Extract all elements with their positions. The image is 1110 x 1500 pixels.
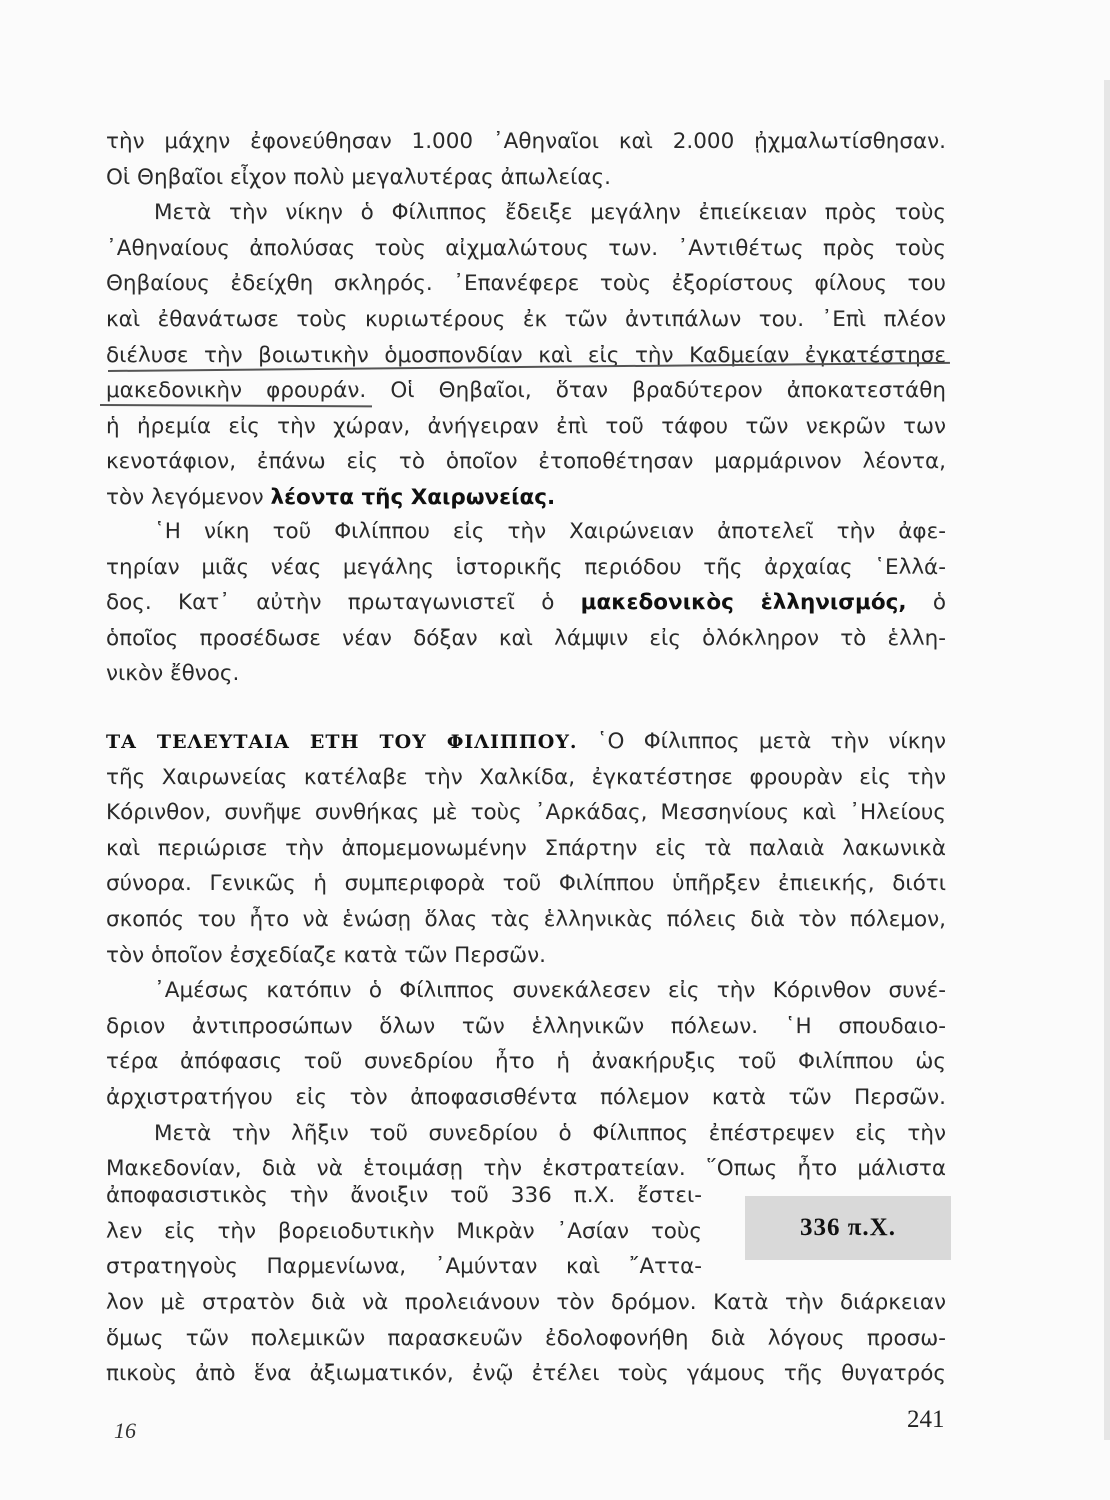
text-line: τὸν ὁποῖον ἐσχεδίαζε κατὰ τῶν Περσῶν. (106, 942, 547, 968)
text-line: Οἱ Θηβαῖοι εἶχον πολὺ μεγαλυτέρας ἀπωλείας. (106, 164, 611, 190)
text-line: ἡ ἠρεμία εἰς τὴν χώραν, ἀνήγειραν ἐπὶ τοῦ τάφου τῶν νεκρῶν των (106, 413, 946, 439)
text-fragment: ῾Ο Φίλιππος μετὰ τὴν νίκην (596, 729, 946, 754)
text-line: λον μὲ στρατὸν διὰ νὰ προλειάνουν τὸν δρόμον. Κατὰ τὴν διάρκειαν (106, 1290, 946, 1315)
text-line: ὁποῖος προσέδωσε νέαν δόξαν καὶ λάμψιν εἰς ὁλόκληρον τὸ ἑλλη- (106, 625, 946, 651)
section-heading-line (106, 724, 946, 760)
paragraph-battle-aftermath (106, 124, 946, 516)
text-line: μακεδονικὴν φρουράν. Οἱ Θηβαῖοι, ὅταν βραδύτερον ἀποκατεστάθη (106, 378, 946, 404)
text-line: λεν εἰς τὴν βορειοδυτικὴν Μικρὰν ᾿Ασίαν τοὺς (106, 1218, 702, 1244)
text-line: διέλυσε τὴν βοιωτικὴν ὁμοσπονδίαν καὶ εἰς τὴν Καδμείαν ἐγκατέστησε (106, 342, 946, 368)
text-line: Μετὰ τὴν λῆξιν τοῦ συνεδρίου ὁ Φίλιππος ἐπέστρεψεν εἰς τὴν (154, 1120, 946, 1146)
text-line: Μακεδονίαν, διὰ νὰ ἑτοιμάσῃ τὴν ἐκστρατείαν. ῞Οπως ἦτο μάλιστα (106, 1156, 946, 1182)
text-line: πικοὺς ἀπὸ ἕνα ἀξιωματικόν, ἐνῷ ἐτέλει τοὺς γάμους τῆς θυγατρός (106, 1361, 946, 1387)
paragraph-assassination (106, 1285, 946, 1392)
text-line: ᾿Αμέσως κατόπιν ὁ Φίλιππος συνεκάλεσεν εἰς τὴν Κόρινθον συνέ- (154, 978, 946, 1004)
text-fragment: ὁ (932, 590, 946, 616)
text-line (106, 480, 946, 516)
text-line: σύνορα. Γενικῶς ἡ συμπεριφορὰ τοῦ Φιλίππου ὑπῆρξεν ἐπιεικής, διότι (106, 871, 946, 897)
text-line: δριον ἀντιπροσώπων ὅλων τῶν ἑλληνικῶν πόλεων. ῾Η σπουδαιο- (106, 1013, 946, 1039)
text-line: στρατηγοὺς Παρμενίωνα, ᾿Αμύνταν καὶ ῎Αττα- (106, 1254, 702, 1280)
section-last-years-of-philip (106, 724, 946, 1187)
text-line: τῆς Χαιρωνείας κατέλαβε τὴν Χαλκίδα, ἐγκατέστησε φρουρὰν εἰς τὴν (106, 764, 946, 790)
section-heading: ΤΑ ΤΕΛΕΥΤΑΙΑ ΕΤΗ ΤΟΥ ΦΙΛΙΠΠΟΥ. (106, 731, 578, 753)
text-line: σκοπός του ἦτο νὰ ἑνώσῃ ὅλας τὰς ἑλληνικὰς πόλεις διὰ τὸν πόλεμον, (106, 906, 946, 932)
text-line: Κόρινθον, συνῆψε συνθήκας μὲ τοὺς ᾿Αρκάδας, Μεσσηνίους καὶ ᾿Ηλείους (106, 800, 946, 826)
macedonian-hellenism-phrase: μακεδονικὸς ἑλληνισμός, (580, 590, 907, 616)
text-line: ῾Η νίκη τοῦ Φιλίππου εἰς τὴν Χαιρώνειαν ἀποτελεῖ τὴν ἀφε- (154, 519, 946, 544)
text-line: καὶ περιώρισε τὴν ἀπομεμονωμένην Σπάρτην εἰς τὰ παλαιὰ λακωνικὰ (106, 835, 946, 861)
text-line: ὅμως τῶν πολεμικῶν παρασκευῶν ἐδολοφονήθη διὰ λόγους προσω- (106, 1325, 946, 1351)
text-line: καὶ ἐθανάτωσε τοὺς κυριωτέρους ἐκ τῶν ἀντιπάλων του. ᾿Επὶ πλέον (106, 306, 946, 332)
text-line: ᾿Αθηναίους ἀπολύσας τοὺς αἰχμαλώτους των. ᾿Αντιθέτως πρὸς τοὺς (106, 235, 946, 261)
text-line: Μετὰ τὴν νίκην ὁ Φίλιππος ἔδειξε μεγάλην ἐπιείκειαν πρὸς τοὺς (154, 200, 946, 226)
page-edge-shadow (1104, 80, 1110, 1440)
text-line: Θηβαίους ἐδείχθη σκληρός. ᾿Επανέφερε τοὺς ἐξορίστους φίλους του (106, 271, 946, 297)
text-line: τέρα ἀπόφασις τοῦ συνεδρίου ἦτο ἡ ἀνακήρυξις τοῦ Φιλίππου ὡς (106, 1049, 946, 1075)
text-line (106, 585, 946, 621)
paragraph-beside-margin-note (106, 1178, 702, 1285)
text-line: ἀποφασιστικὸς τὴν ἄνοιξιν τοῦ 336 π.Χ. ἔστει- (106, 1183, 702, 1208)
signature-mark: 16 (114, 1418, 136, 1443)
paragraph-victory-significance (106, 514, 946, 692)
text-fragment: τὸν λεγόμενον (106, 484, 264, 510)
text-line: νικὸν ἔθνος. (106, 661, 240, 687)
lion-of-chaeronea-phrase: λέοντα τῆς Χαιρωνείας. (270, 484, 556, 510)
text-line: τηρίαν μιᾶς νέας μεγάλης ἱστορικῆς περιόδου τῆς ἀρχαίας ῾Ελλά- (106, 554, 946, 580)
page-number: 241 (907, 1406, 945, 1433)
text-line: κενοτάφιον, ἐπάνω εἰς τὸ ὁποῖον ἐτοποθέτησαν μαρμάρινον λέοντα, (106, 449, 946, 475)
text-line: ἀρχιστρατήγου εἰς τὸν ἀποφασισθέντα πόλεμον κατὰ τῶν Περσῶν. (106, 1084, 946, 1110)
text-line: τὴν μάχην ἐφονεύθησαν 1.000 ᾿Αθηναῖοι καὶ 2.000 ᾐχμαλωτίσθησαν. (106, 129, 946, 154)
text-fragment: δος. Κατ᾿ αὐτὴν πρωταγωνιστεῖ ὁ (106, 590, 555, 616)
margin-date-note: 336 π.Χ. (745, 1196, 951, 1260)
